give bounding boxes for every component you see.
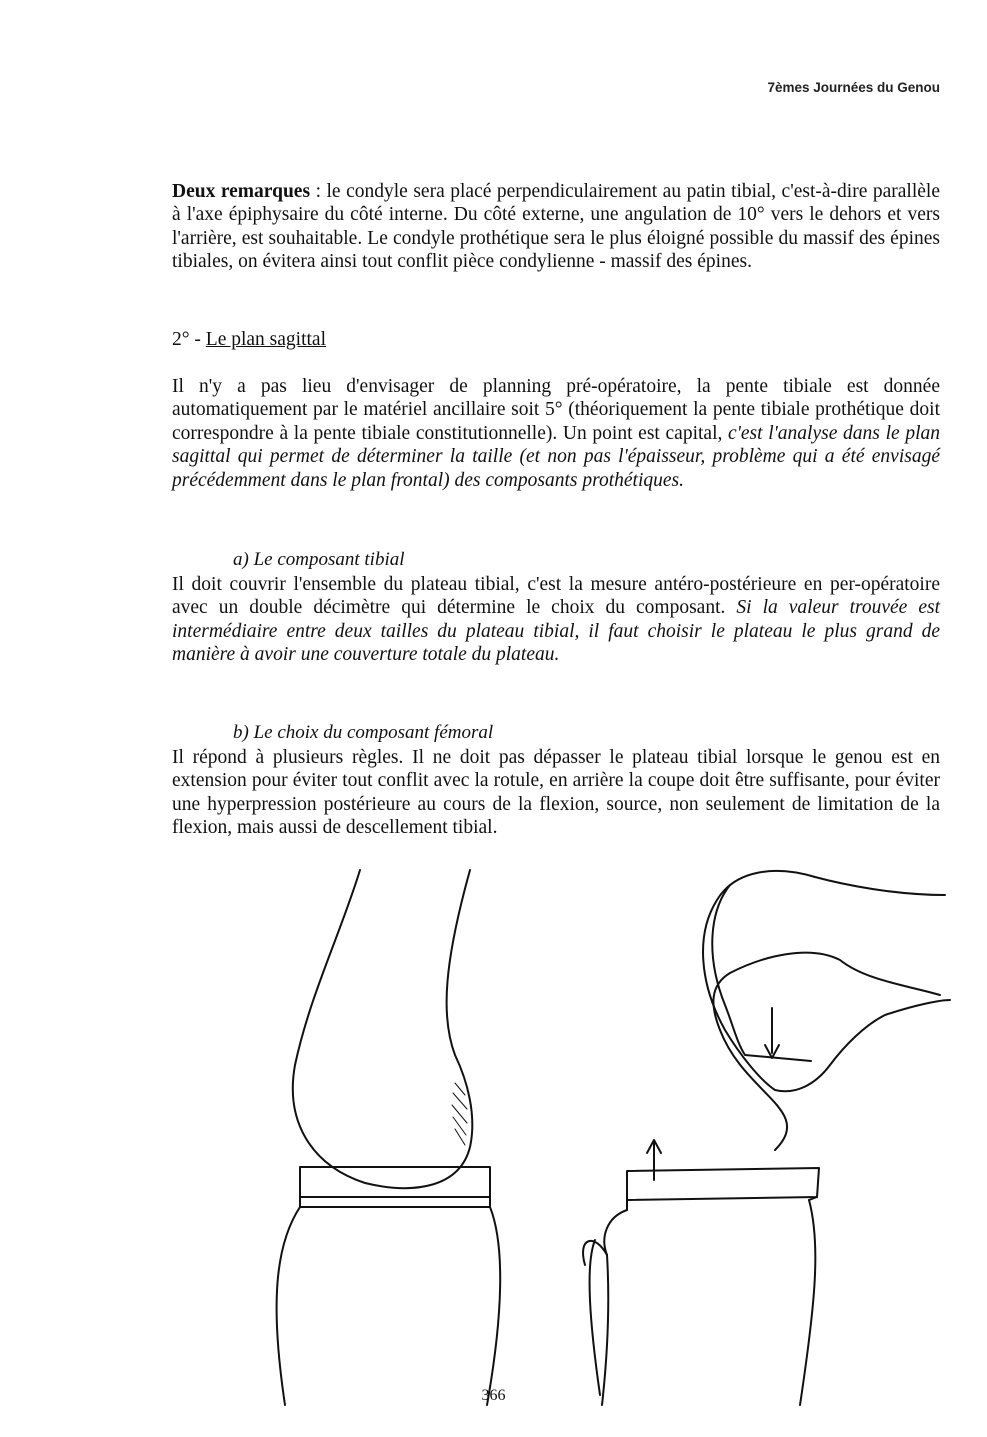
sagittal-italic: c'est l'analyse dans le plan sagittal qui permet de déterminer la taille (et non pas l'épaisseur, problème qui a été envisagé précédemment dans le plan frontal) des composants prothétiques. bbox=[172, 422, 940, 491]
section-title: Le plan sagittal bbox=[205, 329, 327, 350]
knee-flexion-drawing bbox=[583, 871, 950, 1405]
tibial-insert bbox=[300, 1167, 490, 1197]
remarks-text: : le condyle sera placé perpendiculairement au patin tibial, c'est-à-dire parallèle à l'axe épiphysaire du côté interne. Du côté externe, une angulation de 10° vers le dehors et vers l'arrière, est souhaitable. Le condyle prothétique sera le plus éloigné possible du massif des épines tibiales, on évitera ainsi tout conflit pièce condylienne - massif des épines. bbox=[172, 181, 940, 273]
femur-flexed-outline bbox=[703, 871, 950, 1091]
tibia-flexed-shaft-right bbox=[800, 1200, 815, 1405]
fibula-outline bbox=[590, 1240, 609, 1405]
paragraph-remarks bbox=[172, 180, 940, 274]
paragraph-tibial bbox=[172, 573, 940, 667]
femoral-text: Il répond à plusieurs règles. Il ne doit pas dépasser le plateau tibial lorsque le genou est en extension pour éviter tout conflit avec la rotule, en arrière la coupe doit être suffisante, pour éviter une hyperpression postérieure au cours de la flexion, source, non seulement de limitation de la flexion, mais aussi de descellement tibial. bbox=[172, 747, 940, 839]
tibial-plateau-base bbox=[300, 1197, 490, 1207]
hatch-marks bbox=[452, 1083, 467, 1145]
section-heading bbox=[172, 329, 326, 351]
tibial-insert-flexed bbox=[627, 1168, 819, 1200]
remarks-lead: Deux remarques bbox=[172, 181, 311, 202]
femur-condyle-outline bbox=[293, 870, 472, 1188]
sagittal-text: Il n'y a pas lieu d'envisager de planning pré-opératoire, la pente tibiale est donnée automatiquement par le matériel ancillaire soit 5° (théoriquement la pente tibiale prothétique doit correspondre à la pente tibiale constitutionnelle). Un point est capital, bbox=[172, 376, 940, 444]
tibial-italic: Si la valeur trouvée est intermédiaire entre deux tailles du plateau tibial, il faut choisir le plateau le plus grand de manière à avoir une couverture totale du plateau. bbox=[172, 597, 940, 666]
tibia-shaft-right bbox=[487, 1207, 500, 1405]
running-header: 7èmes Journées du Genou bbox=[767, 80, 940, 95]
subheading-femoral: b) Le choix du composant fémoral bbox=[233, 722, 494, 743]
subheading-tibial: a) Le composant tibial bbox=[233, 549, 405, 570]
tibial-text: Il doit couvrir l'ensemble du plateau tibial, c'est la mesure antéro-postérieure en per-opératoire avec un double décimètre qui détermine le choix du composant. bbox=[172, 574, 940, 619]
tibia-shaft-left bbox=[277, 1207, 300, 1405]
paragraph-femoral bbox=[172, 746, 940, 840]
knee-extension-drawing bbox=[277, 870, 501, 1405]
fibula-head bbox=[583, 1241, 607, 1265]
tibia-flexed-shaft-left bbox=[604, 1210, 627, 1255]
patella-outline bbox=[713, 953, 940, 1150]
paragraph-sagittal bbox=[172, 375, 940, 492]
knee-prosthesis-figure bbox=[255, 865, 965, 1410]
section-number: 2° - bbox=[172, 329, 206, 350]
page-number: 366 bbox=[481, 1387, 506, 1404]
